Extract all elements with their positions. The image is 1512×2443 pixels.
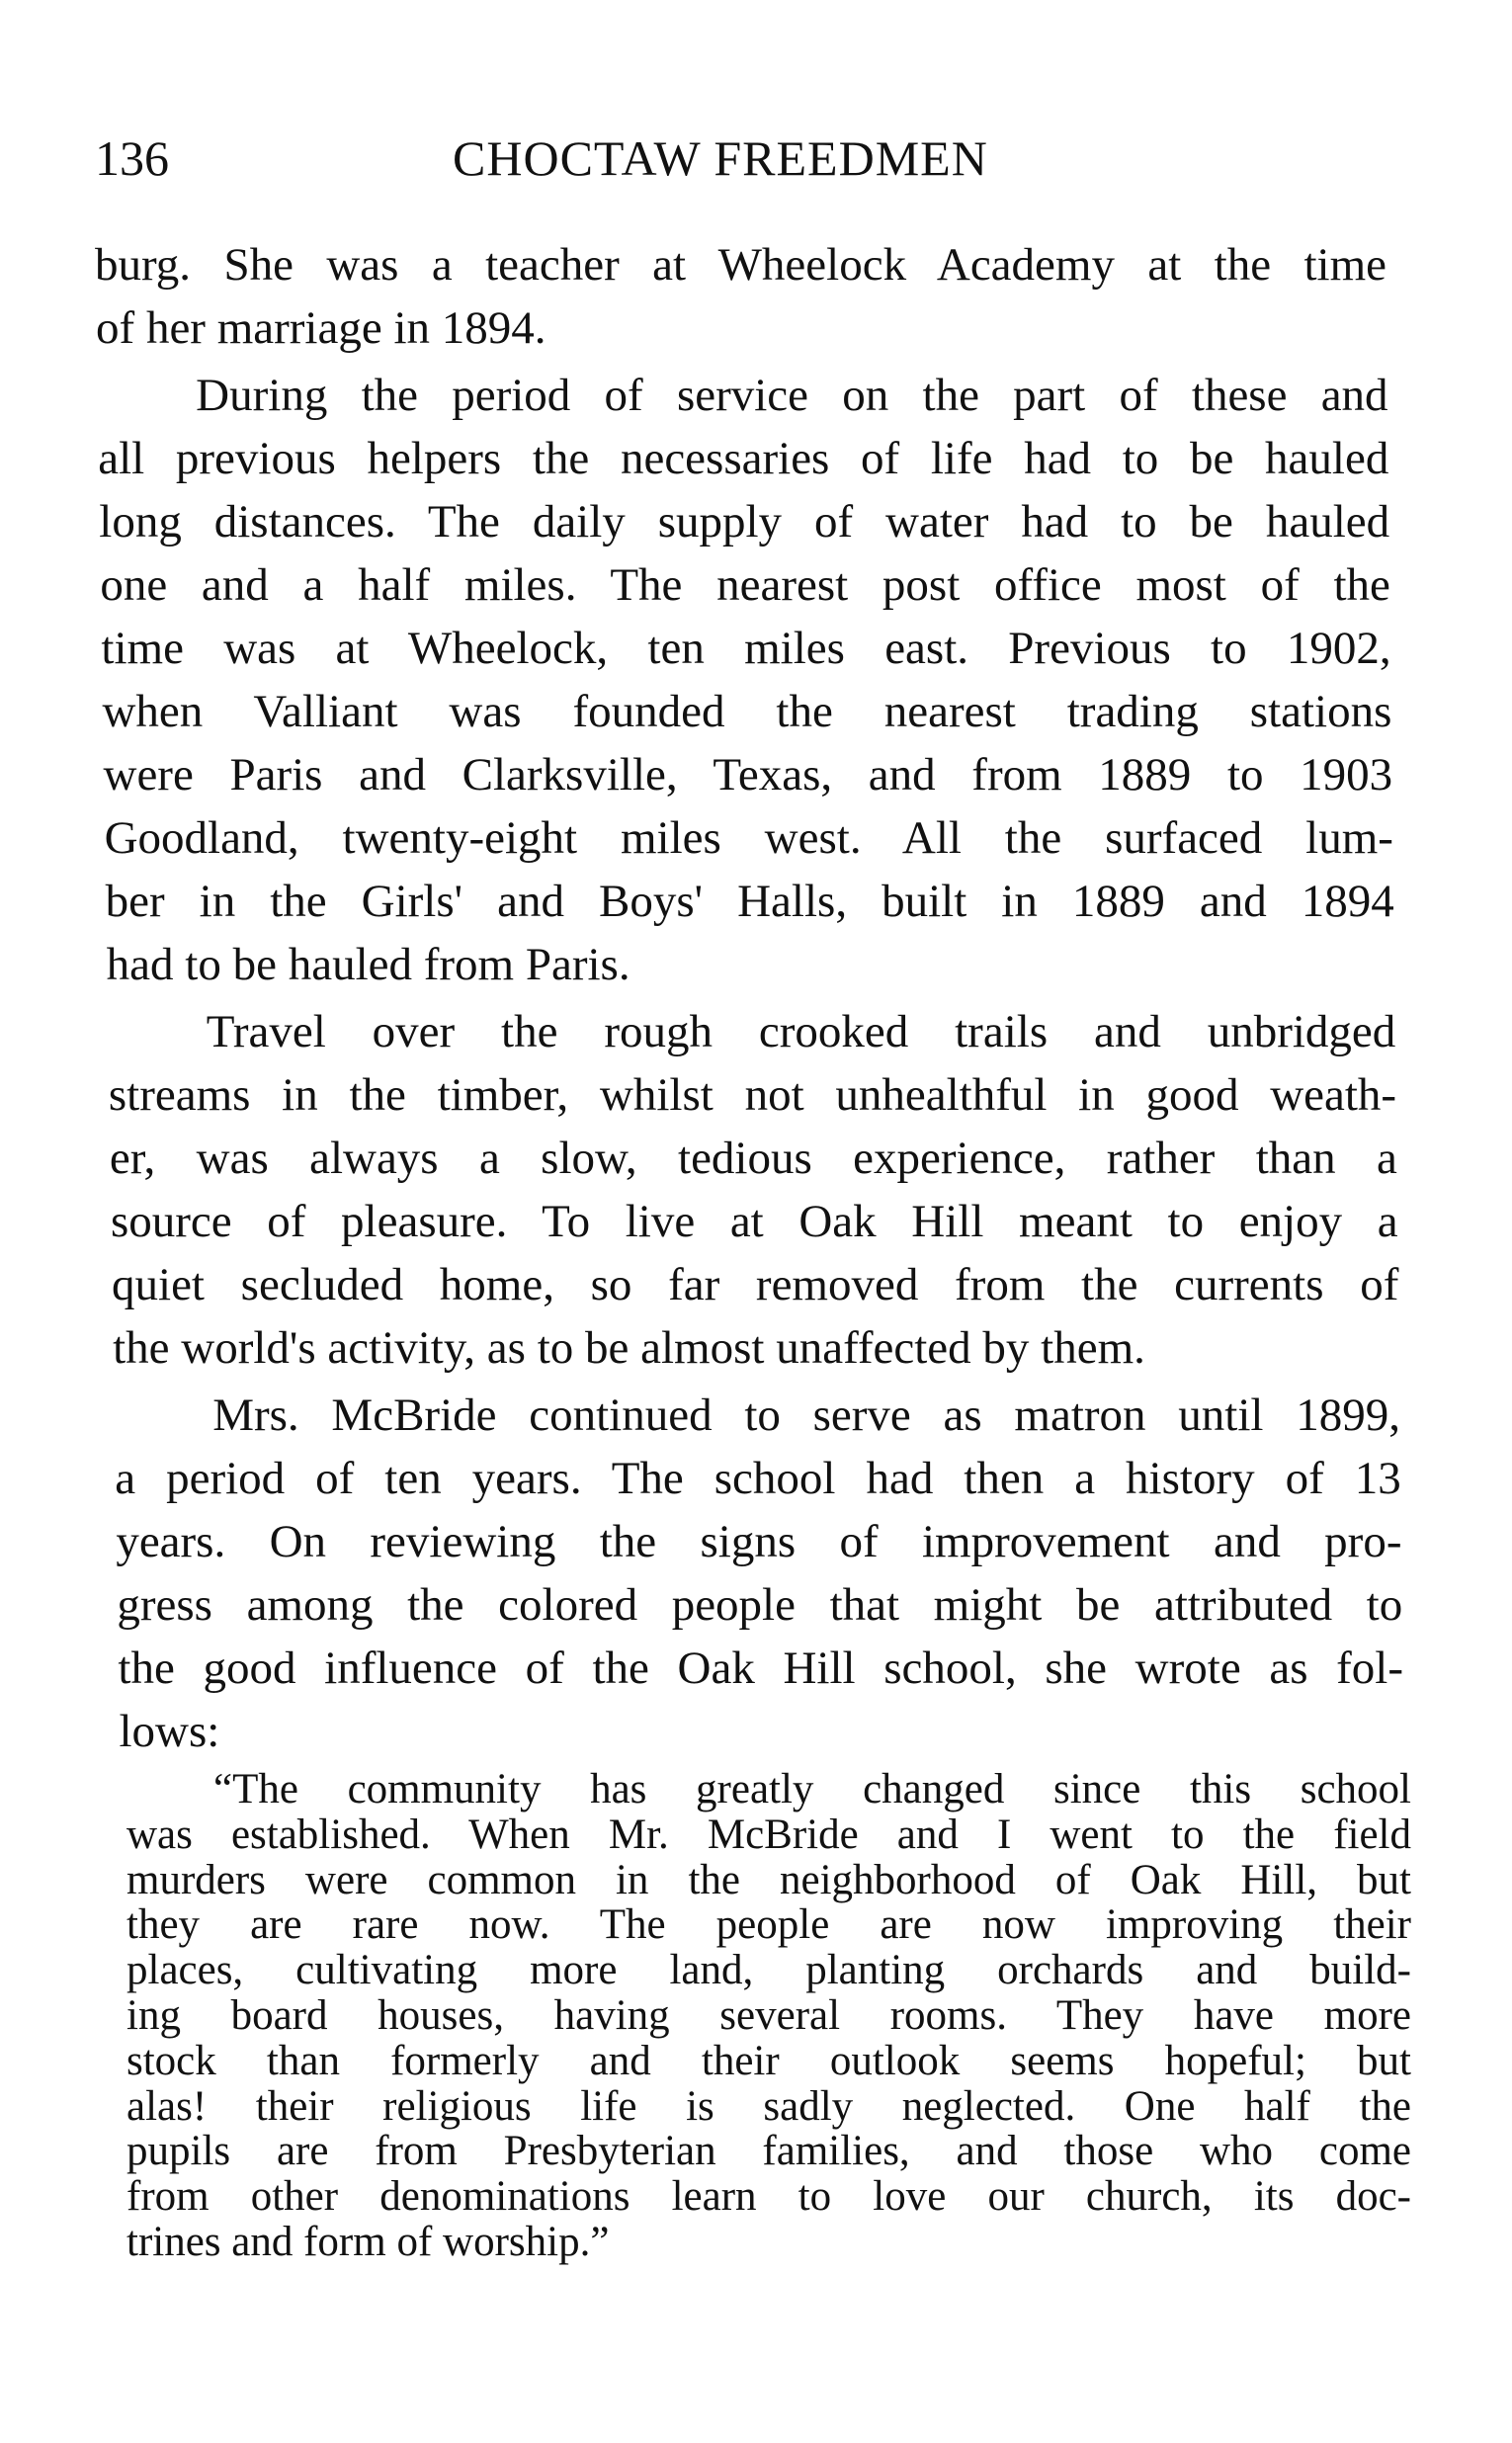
paragraph-line: one and a half miles. The nearest post office most of the — [100, 559, 1390, 611]
paragraph-line: er, was always a slow, tedious experience, rather than a — [109, 1133, 1397, 1184]
page-number: 136 — [95, 130, 169, 186]
paragraph-line: the good influence of the Oak Hill school, she wrote as fol- — [118, 1643, 1404, 1694]
paragraph-line: ber in the Girls' and Boys' Halls, built in 1889 and 1894 — [105, 876, 1394, 927]
quote-line: “The community has greatly changed since this school — [213, 1766, 1411, 1812]
quote-line: stock than formerly and their outlook seems hopeful; but — [126, 2037, 1411, 2084]
quote-line: ing board houses, having several rooms. They have more — [126, 1992, 1411, 2039]
paragraph-line: source of pleasure. To live at Oak Hill meant to enjoy a — [110, 1196, 1398, 1247]
quote-line: places, cultivating more land, planting orchards and build- — [126, 1947, 1411, 1994]
paragraph-line: were Paris and Clarksville, Texas, and from 1889 to 1903 — [103, 749, 1393, 800]
paragraph-line: had to be hauled from Paris. — [106, 939, 630, 990]
quote-line: trines and form of worship.” — [126, 2219, 610, 2265]
paragraph-line: long distances. The daily supply of water had to be hauled — [99, 496, 1390, 548]
quote-line: alas! their religious life is sadly neglected. One half the — [126, 2082, 1411, 2130]
quote-line: from other denominations learn to love our church, its doc- — [126, 2173, 1411, 2221]
paragraph-line: gress among the colored people that might be attributed to — [117, 1579, 1403, 1631]
paragraph-line: During the period of service on the part of these and — [196, 370, 1388, 421]
paragraph-line: Travel over the rough crooked trails and unbridged — [206, 1006, 1396, 1057]
paragraph-line: Goodland, twenty-eight miles west. All the surfaced lum- — [104, 812, 1393, 864]
paragraph-line: quiet secluded home, so far removed from the currents of — [112, 1259, 1399, 1310]
paragraph-line: a period of ten years. The school had then a history of 13 — [115, 1453, 1401, 1504]
quote-line: murders were common in the neighborhood of Oak Hill, but — [126, 1856, 1411, 1903]
quote-line: pupils are from Presbyterian families, and those who come — [126, 2128, 1411, 2175]
quote-line: they are rare now. The people are now improving their — [126, 1901, 1411, 1949]
paragraph-line: of her marriage in 1894. — [96, 302, 546, 354]
paragraph-line: the world's activity, as to be almost unaffected by them. — [113, 1322, 1145, 1374]
running-head: CHOCTAW FREEDMEN — [453, 130, 988, 186]
quote-line: was established. When Mr. McBride and I went to the field — [126, 1811, 1411, 1858]
paragraph-line: streams in the timber, whilst not unhealthful in good weath- — [108, 1069, 1397, 1121]
paragraph-line: when Valliant was founded the nearest trading stations — [102, 686, 1392, 737]
paragraph-line: burg. She was a teacher at Wheelock Academy at the time — [95, 239, 1386, 291]
paragraph-line: years. On reviewing the signs of improvement and pro- — [116, 1516, 1402, 1567]
paragraph-line: time was at Wheelock, ten miles east. Previous to 1902, — [101, 623, 1391, 674]
paragraph-line: Mrs. McBride continued to serve as matron until 1899, — [212, 1390, 1400, 1441]
paragraph-line: all previous helpers the necessaries of life had to be hauled — [98, 433, 1389, 484]
paragraph-line: lows: — [119, 1706, 220, 1757]
